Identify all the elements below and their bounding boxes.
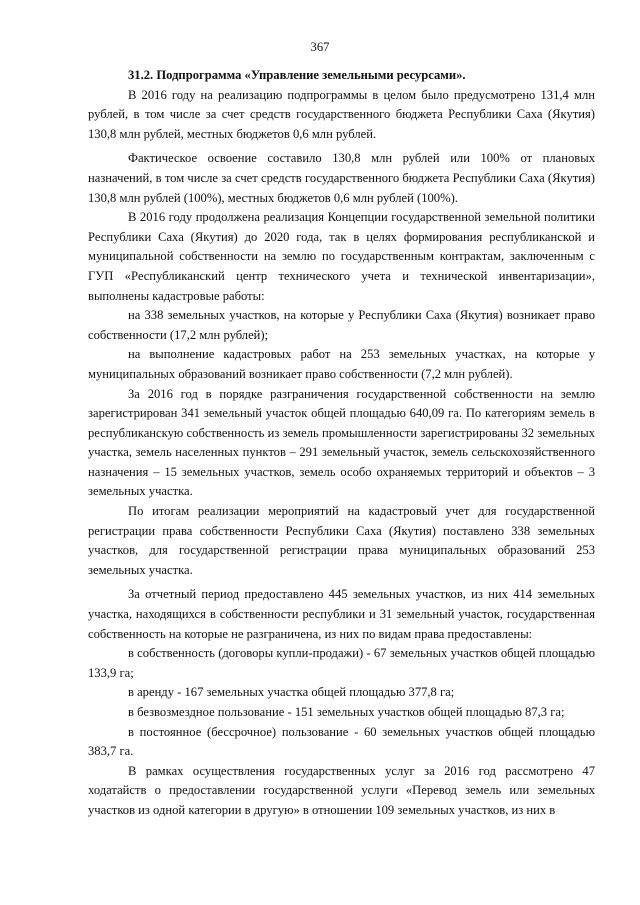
list-item-lease: в аренду - 167 земельных участка общей площадью 377,8 га; [128,685,455,700]
page-content [88,66,595,821]
list-item-municipal-parcels: на выполнение кадастровых работ на 253 земельных участках, на которые у муниципальных образований возникает право собственности (7,2 млн рублей). [88,347,595,381]
paragraph-actual-spending: Фактическое освоение составило 130,8 млн рублей или 100% от плановых назначений, в том числе за счет средств государственного бюджета Республики Саха (Якутия) 130,8 млн рублей (100%), местных бюджетов 0,6 млн рублей (100%). [88,151,595,205]
paragraph-state-services: В рамках осуществления государственных услуг за 2016 год рассмотрено 47 ходатайств о предоставлении государственной услуги «Перевод земель или земельных участков из одной категории в другую» в отношении 109 земельных участков, из них в [88,763,595,817]
section-heading: 31.2. Подпрограмма «Управление земельными ресурсами». [128,68,466,82]
paragraph-budget: В 2016 году на реализацию подпрограммы в целом было предусмотрено 131,4 млн рублей, в том числе за счет средств государственного бюджета Республики Саха (Якутия) 130,8 млн рублей, местных бюджетов 0,6 млн рублей. [88,87,595,141]
page-number: 367 [310,40,330,54]
list-item-free-use: в безвозмездное пользование - 151 земельных участков общей площадью 87,3 га; [128,705,565,719]
paragraph-land-policy: В 2016 году продолжена реализация Концепции государственной земельной политики Республики Саха (Якутия) до 2020 года, так в целях формирования республиканской и муниципальной собственности на землю по государственным контрактам, заключенным с ГУП «Республиканский центр технического учета и технической инвентаризации», выполнены кадастровые работы: [88,210,595,303]
list-item-ownership: в собственность (договоры купли-продажи) - 67 земельных участков общей площадью 133,9 га; [88,646,595,680]
paragraph-cadastral-results: По итогам реализации мероприятий на кадастровый учет для государственной регистрации права собственности Республики Саха (Якутия) поставлено 338 земельных участков, для государственной регистрации права муниципальных образований 253 земельных участка. [88,504,595,577]
list-item-permanent-use: в постоянное (бессрочное) пользование - 60 земельных участков общей площадью 383,7 га. [88,724,595,759]
list-item-republic-parcels: на 338 земельных участков, на которые у Республики Саха (Якутия) возникает право собственности (17,2 млн рублей); [88,308,595,342]
paragraph-parcels-provided: За отчетный период предоставлено 445 земельных участков, из них 414 земельных участка, находящихся в собственности республики и 31 земельный участок, государственная собственность на которые не разграничена, из них по видам права предоставлены: [88,587,595,641]
paragraph-registration: За 2016 год в порядке разграничения государственной собственности на землю зарегистрирован 341 земельный участок общей площадью 640,09 га. По категориям земель в республиканскую собственность из земель промышленности зарегистрированы 32 земельных участка, земель населенных пунктов – 291 земельный участок, земель сельскохозяйственного назначения – 15 земельных участков, земель особо охраняемых территорий и объектов – 3 земельных участка. [88,386,595,499]
